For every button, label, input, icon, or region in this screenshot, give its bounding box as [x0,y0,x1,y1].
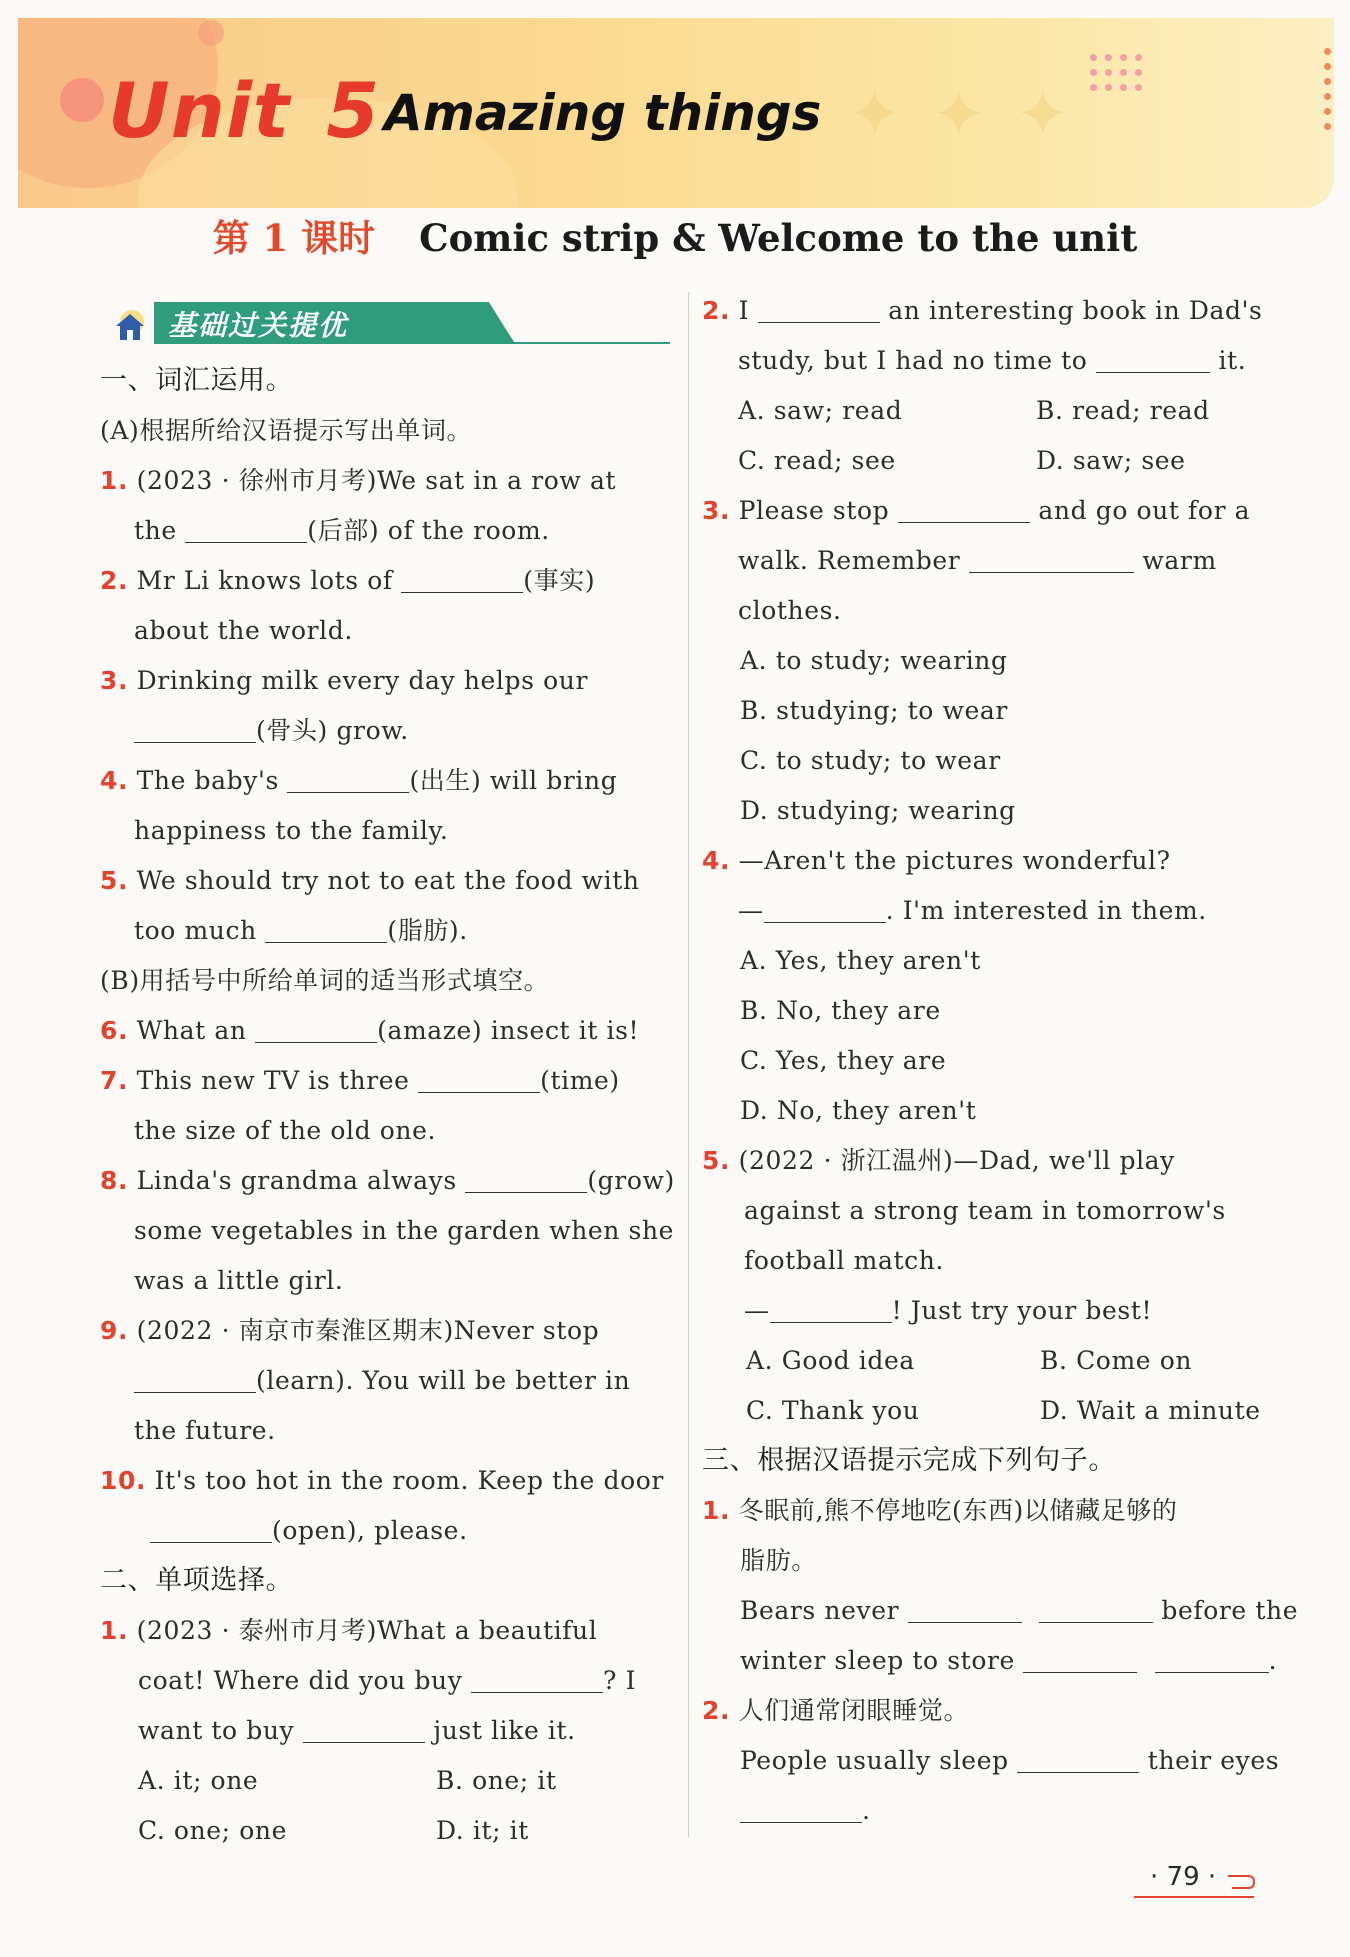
column-divider [688,292,689,1837]
answer-blank[interactable] [134,1366,256,1393]
footer-rule [1134,1896,1254,1898]
page-arrow-icon [1226,1870,1256,1894]
option-c[interactable]: C. read; see [738,446,896,475]
header-banner: ✦ ✦ ✦ [18,18,1334,208]
answer-blank[interactable] [898,496,1030,523]
option-d[interactable]: D. it; it [436,1816,529,1845]
section3-heading: 三、根据汉语提示完成下列句子。 [702,1445,1116,1476]
answer-blank[interactable] [150,1516,272,1543]
option-b[interactable]: B. read; read [1036,396,1210,425]
option-a[interactable]: A. to study; wearing [740,646,1008,675]
option-b[interactable]: B. studying; to wear [740,696,1008,725]
question-8: 8. Linda's grandma always (grow) [100,1166,675,1195]
section1b-instruction: (B)用括号中所给单词的适当形式填空。 [100,966,550,995]
answer-blank[interactable] [758,296,880,323]
question-2: 2. Mr Li knows lots of (事实) [100,566,596,595]
unit-subtitle: Amazing things [384,84,822,142]
answer-blank[interactable] [770,1296,892,1323]
answer-blank[interactable] [1023,1646,1137,1673]
option-c[interactable]: C. Thank you [746,1396,920,1425]
answer-blank[interactable] [1039,1596,1153,1623]
unit-title: Unit 5 [108,66,381,155]
section1a-instruction: (A)根据所给汉语提示写出单词。 [100,416,473,445]
answer-blank[interactable] [471,1666,603,1693]
option-b[interactable]: B. Come on [1040,1346,1193,1375]
option-a[interactable]: A. Yes, they aren't [740,946,981,975]
mc-question-5: 5. (2022 · 浙江温州)—Dad, we'll play [702,1146,1175,1175]
answer-blank[interactable] [740,1796,862,1823]
workbook-page: ✦ ✦ ✦ Unit 5 Amazing things 第 1 课时 Comic strip & Welcome to the unit 基础过关提优 一、词汇运用。 (A)根据所给汉语提示写出单词。 1. (2023 · 徐州市月考)We sat in a row at the (后部) of the room. 2. Mr Li knows lots of (事实) about the world. 3. Drinking milk every day helps our (骨头) grow. 4. The baby's (出生) will bring happiness to the family. 5. We should try not to eat the food with too much (脂肪). (B)用括号中所给单词的适当形式填空。 6. What an (amaze) insect it is! 7. This new TV is three (time) the size of the old one. 8. Linda's grandma always (grow) some vegetables in the garden when she was a little girl. 9. (2022 · 南京市秦淮区期末)Never stop (learn). You will be better in the future. 10. It's too hot in the room. Keep the door (open), please. 二、单项选择。 1. (2023 · 泰州市月考)What a beautiful coat! Where did you buy ? I want to buy just like it. A. it; one B. one; it C. one; one D. it; it 2. I an interesting book in Dad's study, but I had no time to it. A. saw; read B. read; read C. read; see D. saw; see 3. Please stop and go out for a walk. Remember warm clothes. A. to study; wearing B. studying; to wear C. to study; to wear D. studying; wearing 4. —Aren't the pictures wonderful? — . I'm interested in them. A. Yes, they aren't B. No, they are C. Yes, they are D. No, they aren't 5. (2022 · 浙江温州)—Dad, we'll play against a strong team in tomorrow's football match. — ! Just try your best! A. Good idea B. Come on C. Thank you D. Wait a minute 三、根据汉语提示完成下列句子。 1. 冬眠前,熊不停地吃(东西)以储藏足够的 脂肪。 Bears never before the winter sleep to store . 2. 人们通常闭眼睡觉。 People usually sleep their eyes . · 79 · [0,0,1350,1957]
mc-question-3: 3. Please stop and go out for a [702,496,1251,525]
option-d[interactable]: D. Wait a minute [1040,1396,1261,1425]
decorative-dots-icon [1324,48,1331,130]
answer-blank[interactable] [287,766,409,793]
answer-blank[interactable] [764,896,886,923]
house-icon [110,308,150,344]
option-a[interactable]: A. it; one [138,1766,259,1795]
question-1: 1. (2023 · 徐州市月考)We sat in a row at [100,466,617,495]
mc-question-1: 1. (2023 · 泰州市月考)What a beautiful [100,1616,598,1645]
section1-heading: 一、词汇运用。 [100,365,294,396]
section2-heading: 二、单项选择。 [100,1565,294,1596]
option-d[interactable]: D. saw; see [1036,446,1186,475]
answer-blank[interactable] [1017,1746,1139,1773]
answer-blank[interactable] [465,1166,587,1193]
answer-blank[interactable] [185,516,307,543]
option-c[interactable]: C. Yes, they are [740,1046,947,1075]
question-4: 4. The baby's (出生) will bring [100,766,618,795]
question-9: 9. (2022 · 南京市秦淮区期末)Never stop [100,1316,600,1345]
answer-blank[interactable] [1096,346,1210,373]
translation-question-2: 2. 人们通常闭眼睡觉。 [702,1696,970,1725]
option-b[interactable]: B. one; it [436,1766,557,1795]
mc-question-4: 4. —Aren't the pictures wonderful? [702,846,1171,875]
lesson-title [0,208,1350,262]
option-d[interactable]: D. studying; wearing [740,796,1016,825]
option-a[interactable]: A. saw; read [738,396,903,425]
question-6: 6. What an (amaze) insect it is! [100,1016,640,1045]
answer-blank[interactable] [908,1596,1022,1623]
decorative-dots-icon [1090,54,1142,91]
answer-blank[interactable] [134,716,256,743]
option-a[interactable]: A. Good idea [746,1346,915,1375]
answer-blank[interactable] [303,1716,425,1743]
lesson-name: Comic strip & Welcome to the unit [419,216,1138,260]
question-5: 5. We should try not to eat the food with [100,866,640,895]
answer-blank[interactable] [255,1016,377,1043]
mc-question-2: 2. I an interesting book in Dad's [702,296,1263,325]
option-d[interactable]: D. No, they aren't [740,1096,977,1125]
section-tag: 基础过关提优 [106,298,666,346]
answer-blank[interactable] [1155,1646,1269,1673]
option-c[interactable]: C. one; one [138,1816,287,1845]
question-3: 3. Drinking milk every day helps our [100,666,589,695]
translation-question-1: 1. 冬眠前,熊不停地吃(东西)以储藏足够的 [702,1496,1178,1525]
question-7: 7. This new TV is three (time) [100,1066,620,1095]
answer-blank[interactable] [265,916,387,943]
option-b[interactable]: B. No, they are [740,996,941,1025]
question-10: 10. It's too hot in the room. Keep the door [100,1466,664,1495]
answer-blank[interactable] [418,1066,540,1093]
answer-blank[interactable] [401,566,523,593]
option-c[interactable]: C. to study; to wear [740,746,1001,775]
answer-blank[interactable] [969,546,1134,573]
page-number: · 79 · [1150,1862,1217,1892]
lesson-number: 第 1 课时 [212,216,376,260]
